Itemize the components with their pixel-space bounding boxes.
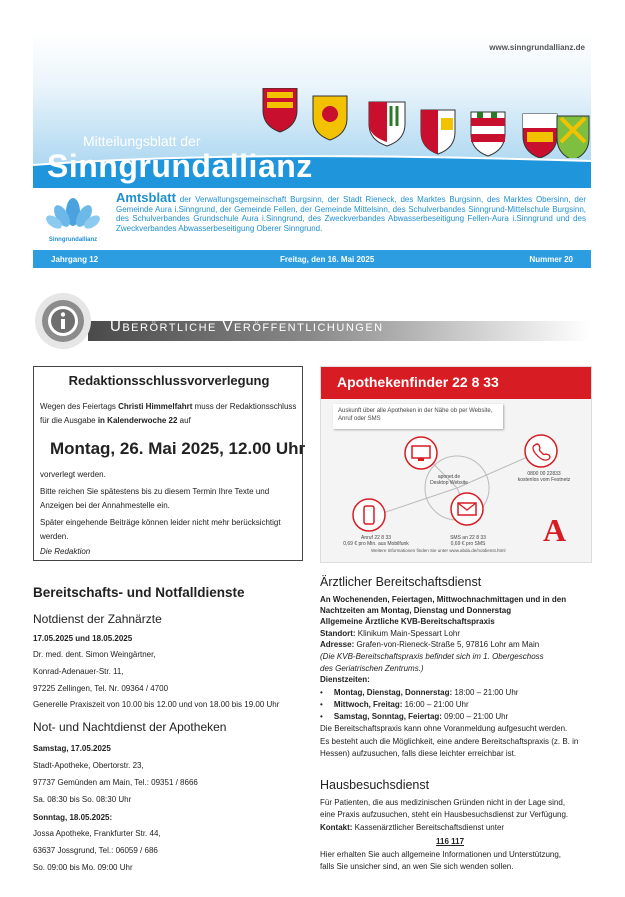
dienstzeit-row: • Montag, Dienstag, Donnerstag: 18:00 – 21:00 Uhr — [320, 688, 519, 697]
notice-title: Redaktionsschlussvorverlegung — [68, 373, 270, 388]
aerztlich-adresse — [320, 639, 539, 650]
sms-label — [433, 535, 503, 547]
aerztlich-text: Hessen) aufzusuchen, falls diese leichter erreichbar ist. — [320, 749, 517, 758]
dienstzeiten-label: Dienstzeiten: — [320, 675, 370, 684]
apotheke-line: 97737 Gemünden am Main, Tel.: 09351 / 8666 — [33, 778, 198, 787]
text-run-bold: in Kalenderwoche 22 — [97, 415, 178, 425]
sms-icon — [451, 493, 483, 525]
web-label — [414, 474, 484, 486]
crest-icon — [471, 112, 505, 156]
apotheke-line: Sa. 08:30 bis So. 08:30 Uhr — [33, 795, 132, 804]
value: 16:00 – 21:00 Uhr — [402, 700, 469, 709]
aerztlich-note: des Geriatrischen Zentrums.) — [320, 664, 424, 673]
zahnarzt-line: Dr. med. dent. Simon Weingärtner, — [33, 650, 156, 659]
aerztlich-intro: An Wochenenden, Feiertagen, Mittwochnachmittagen und in den — [320, 595, 567, 604]
label-text: SMS an 22 8 33 — [450, 535, 486, 541]
crest-icon — [263, 88, 297, 132]
lotus-icon — [42, 196, 104, 232]
apotheke-line: So. 09:00 bis Mo. 09:00 Uhr — [33, 863, 133, 872]
website-url[interactable]: www.sinngrundallianz.de — [489, 43, 585, 52]
text-run: muss der Redaktionsschluss für die Ausgabe — [40, 402, 297, 425]
apotheke-line: Jossa Apotheke, Frankfurter Str. 44, — [33, 829, 161, 838]
apotheke-logo-letter: A — [543, 512, 567, 547]
apotheke-line: 63637 Jossgrund, Tel.: 06059 / 686 — [33, 846, 158, 855]
label: Kontakt: — [320, 823, 353, 832]
value: Grafen-von-Rieneck-Straße 5, 97816 Lohr am Main — [354, 640, 540, 649]
redaktion-notice-box — [33, 366, 306, 561]
label: Montag, Dienstag, Donnerstag: — [333, 688, 453, 697]
label: Standort: — [320, 629, 356, 638]
apothekenfinder-ad — [320, 366, 592, 563]
hausbesuch-text: Für Patienten, die aus medizinischen Gründen nicht in der Lage sind, — [320, 798, 566, 807]
volume-number: Jahrgang 12 — [51, 255, 99, 264]
masthead-title: Sinngrundallianz — [47, 148, 313, 184]
zahnarzt-line: 97225 Zellingen, Tel. Nr. 09364 / 4700 — [33, 684, 169, 693]
label-sub: 0,69 € pro Min. aus Mobilfunk — [343, 541, 409, 547]
info-icon — [33, 291, 93, 351]
mobile-icon — [353, 499, 385, 531]
crest-icon — [421, 110, 455, 154]
masthead — [33, 33, 591, 188]
value: 09:00 – 21:00 Uhr — [441, 712, 509, 721]
aerztlich-intro: Nachtzeiten am Montag, Dienstag und Donnerstag — [320, 606, 512, 615]
amtsblatt-text: der Verwaltungsgemeinschaft Burgsinn, der Stadt Rieneck, des Marktes Burgsinn, des Marktes Obersinn, der Gemeinde Aura i.Sinngrund, der Gemeinde Fellen, der Gemeinde Mittelsinn, des Schulverbandes Sinngrund-Mittelschule Burgsinn, des Schulverbandes Grundschule Aura i.Sinngrund, des Zweckverbandes Abwasserbeseitigung Fellen-Aura i.Sinngrund und des Zweckverbandes Abwasserbeseitigung Oberer Sinngrund. — [116, 195, 586, 233]
notice-paragraph — [40, 400, 298, 427]
apotheken-heading: Not- und Nachtdienst der Apotheken — [33, 720, 227, 734]
aerztlich-note: (Die KVB-Bereitschaftspraxis befindet sich im 1. Obergeschoss — [320, 652, 544, 661]
dienstzeit-row: • Mittwoch, Freitag: 16:00 – 21:00 Uhr — [320, 700, 469, 709]
label-text: Anruf 22 8 33 — [360, 535, 392, 541]
label: Adresse: — [320, 640, 355, 649]
desktop-icon — [405, 437, 437, 469]
label-sub: kostenlos vom Festnetz — [517, 477, 571, 483]
issue-date: Freitag, den 16. Mai 2025 — [280, 255, 375, 264]
amtsblatt-lead: Amtsblatt — [116, 190, 176, 205]
text-run: auf — [177, 415, 191, 425]
apotheke-logo-icon — [543, 512, 566, 547]
notice-paragraph: vorverlegt werden. — [40, 470, 106, 479]
apotheke-line: Stadt-Apotheke, Obertorstr. 23, — [33, 761, 144, 770]
aerztlich-heading: Ärztlicher Bereitschaftsdienst — [320, 575, 482, 589]
notice-signature: Die Redaktion — [40, 547, 91, 556]
phone-icon — [525, 435, 557, 467]
label: Samstag, Sonntag, Feiertag: — [333, 712, 442, 721]
notice-paragraph: Bitte reichen Sie spätestens bis zu diesem Termin Ihre Texte und Anzeigen bei der Annahmestelle ein. — [40, 487, 270, 510]
label-sub: 0,69 € pro SMS — [450, 541, 486, 547]
zahnarzt-line: Generelle Praxiszeit von 10.00 bis 12.00 und von 18.00 bis 19.00 Uhr — [33, 700, 280, 709]
ad-diagram — [321, 429, 592, 547]
label-sub: Desktop Website — [430, 480, 468, 486]
call-label — [341, 535, 411, 547]
phone-label — [509, 471, 579, 483]
text-run: Wegen des Feiertags — [40, 402, 119, 411]
hausbesuch-text: Hier erhalten Sie auch allgemeine Informationen und Unterstützung, — [320, 850, 562, 859]
value: Kassenärztlicher Bereitschaftsdienst unter — [352, 823, 505, 832]
issue-number: Nummer 20 — [529, 255, 573, 264]
issue-info-bar — [33, 250, 591, 268]
text-run-bold: Christi Himmelfahrt — [118, 402, 193, 411]
apotheke-date: Sonntag, 18.05.2025: — [33, 813, 113, 822]
logo-caption: Sinngrundallianz — [48, 237, 98, 243]
zahnarzt-heading: Notdienst der Zahnärzte — [33, 612, 162, 626]
ad-title: Apothekenfinder 22 8 33 — [337, 374, 499, 390]
apotheke-date: Samstag, 17.05.2025 — [33, 744, 111, 753]
dienste-heading: Bereitschafts- und Notfalldienste — [33, 585, 245, 600]
label: Mittwoch, Freitag: — [333, 700, 403, 709]
aerztlich-text: Es besteht auch die Möglichkeit, eine andere Bereitschaftspraxis (z. B. in — [320, 737, 579, 746]
zahnarzt-line: Konrad-Adenauer-Str. 11, — [33, 667, 124, 676]
value: 18:00 – 21:00 Uhr — [452, 688, 519, 697]
aerztlich-intro: Allgemeine Ärztliche KVB-Bereitschaftspraxis — [320, 617, 495, 626]
dienstzeit-row: • Samstag, Sonntag, Feiertag: 09:00 – 21:00 Uhr — [320, 712, 509, 721]
hausbesuch-text: falls Sie unsicher sind, an wen Sie sich wenden sollen. — [320, 862, 514, 871]
ad-subtitle: Auskunft über alle Apotheken in der Nähe ob per Website, Anruf oder SMS — [333, 404, 503, 429]
amtsblatt-description — [116, 190, 586, 233]
hausbesuch-text: eine Praxis aufzusuchen, steht ein Hausbesuchsdienst zur Verfügung. — [320, 810, 569, 819]
ad-footer: Weitere Informationen finden Sie unter www.abda.de/notdienst.html — [371, 548, 506, 553]
masthead-subtitle: Mitteilungsblatt der — [83, 133, 201, 149]
zahnarzt-dates: 17.05.2025 und 18.05.2025 — [33, 634, 133, 643]
deadline-date: Montag, 26. Mai 2025, 12.00 Uhr — [50, 439, 306, 458]
hotline-number[interactable]: 116 117 — [436, 837, 465, 846]
crest-icon — [369, 102, 405, 146]
label-text: aponet.de — [437, 474, 461, 480]
aerztlich-text: Die Bereitschaftspraxis kann ohne Voranmeldung aufgesucht werden. — [320, 724, 568, 733]
section-title: Überörtliche Veröffentlichungen — [110, 318, 384, 335]
label-text: 0800 00 22833 — [527, 471, 561, 477]
aerztlich-standort — [320, 628, 460, 639]
hausbesuch-kontakt — [320, 822, 504, 833]
crest-icon — [313, 96, 347, 140]
hausbesuch-heading: Hausbesuchsdienst — [320, 778, 430, 792]
sinngrundallianz-logo — [42, 196, 104, 242]
notice-paragraph: Später eingehende Beiträge können leider nicht mehr berücksichtigt werden. — [40, 518, 281, 541]
value: Klinikum Main-Spessart Lohr — [355, 629, 461, 638]
